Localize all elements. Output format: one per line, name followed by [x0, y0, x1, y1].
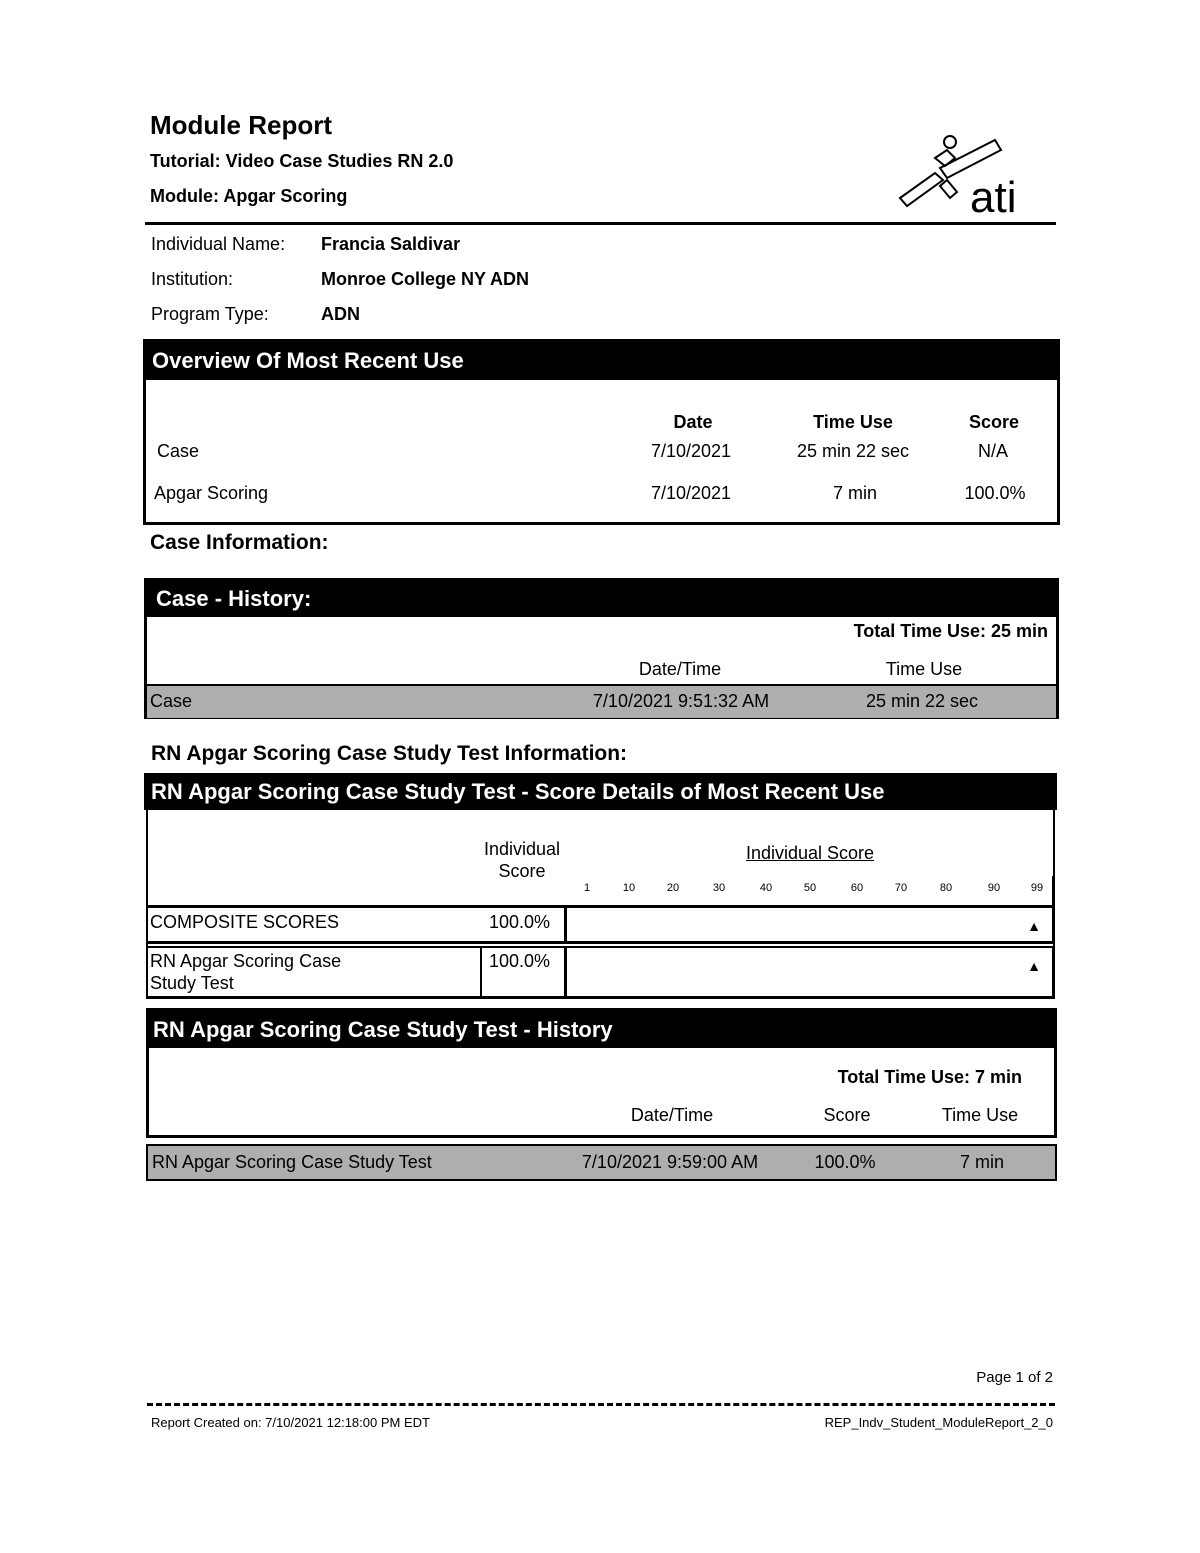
- test-row-score: 100.0%: [489, 951, 551, 971]
- composite-bar-cell: [564, 906, 1055, 943]
- test-history-box: [146, 1008, 1057, 1138]
- scale-tick: 50: [803, 882, 817, 894]
- institution-value: Monroe College NY ADN: [321, 269, 530, 289]
- test-info-heading: RN Apgar Scoring Case Study Test Information:: [151, 742, 628, 765]
- table-row: [146, 1144, 1057, 1181]
- case-total-time: Total Time Use: 25 min: [853, 621, 1048, 641]
- overview-col-time: Time Use: [813, 412, 893, 432]
- composite-label: COMPOSITE SCORES: [150, 912, 340, 932]
- overview-row-name: Case: [157, 441, 200, 461]
- col-individual-score: Individual: [483, 839, 561, 859]
- program-label: Program Type:: [151, 304, 269, 324]
- row-divider: [146, 941, 1055, 944]
- header-divider: [145, 222, 1056, 225]
- module-name: Module: Apgar Scoring: [150, 186, 348, 206]
- score-details-title: RN Apgar Scoring Case Study Test - Score Details of Most Recent Use: [144, 773, 1057, 810]
- page-title: Module Report: [150, 110, 332, 140]
- scale-tick: 80: [939, 882, 953, 894]
- test-history-row-name: RN Apgar Scoring Case Study Test: [152, 1152, 432, 1172]
- test-bar-cell: [564, 946, 1055, 998]
- scale-tick: 10: [622, 882, 636, 894]
- case-row-name: Case: [150, 691, 193, 711]
- scale-tick: 90: [987, 882, 1001, 894]
- page-number: Page 1 of 2: [976, 1369, 1053, 1386]
- scale-end-mark: [1052, 876, 1055, 906]
- program-value: ADN: [321, 304, 360, 324]
- scale-tick: 99: [1030, 882, 1044, 894]
- composite-score: 100.0%: [489, 912, 551, 932]
- report-id: REP_Indv_Student_ModuleReport_2_0: [824, 1415, 1053, 1430]
- case-row-datetime: 7/10/2021 9:51:32 AM: [592, 691, 770, 711]
- test-history-row-time: 7 min: [959, 1152, 1005, 1172]
- percentile-marker: ▲: [1027, 918, 1041, 934]
- test-history-row-datetime: 7/10/2021 9:59:00 AM: [581, 1152, 759, 1172]
- test-row-label: RN Apgar Scoring Case: [150, 951, 342, 971]
- overview-row-score: N/A: [977, 441, 1009, 461]
- test-row-label: Study Test: [150, 973, 234, 993]
- case-info-heading: Case Information:: [150, 531, 329, 554]
- table-row: [147, 684, 1056, 718]
- footer-divider: [147, 1403, 1055, 1406]
- scale-tick: 20: [666, 882, 680, 894]
- overview-row-time: 25 min 22 sec: [796, 441, 910, 461]
- test-col-score: Score: [823, 1105, 871, 1125]
- percentile-marker: ▲: [1027, 958, 1041, 974]
- institution-label: Institution:: [151, 269, 234, 289]
- overview-col-date: Date: [673, 412, 713, 432]
- case-history-title: Case - History:: [147, 581, 1056, 617]
- test-col-timeuse: Time Use: [941, 1105, 1019, 1125]
- overview-row-date: 7/10/2021: [650, 441, 732, 461]
- col-individual-score: Score: [498, 861, 546, 881]
- overview-row-score: 100.0%: [964, 483, 1026, 503]
- case-col-datetime: Date/Time: [638, 659, 722, 679]
- logo-text: ati: [970, 173, 1017, 218]
- ati-logo: [895, 128, 1045, 218]
- row-divider: [146, 996, 1055, 999]
- scale-tick: 40: [759, 882, 773, 894]
- overview-row-time: 7 min: [832, 483, 878, 503]
- overview-box: [143, 339, 1060, 525]
- scale-tick: 70: [894, 882, 908, 894]
- test-total-time: Total Time Use: 7 min: [837, 1067, 1022, 1087]
- case-col-timeuse: Time Use: [885, 659, 963, 679]
- case-row-time: 25 min 22 sec: [865, 691, 979, 711]
- report-created: Report Created on: 7/10/2021 12:18:00 PM EDT: [151, 1415, 430, 1430]
- overview-col-score: Score: [968, 412, 1020, 432]
- scale-tick: 1: [583, 882, 591, 894]
- name-value: Francia Saldivar: [321, 234, 461, 254]
- scale-title: Individual Score: [745, 843, 875, 863]
- scale-tick: 30: [712, 882, 726, 894]
- scale-tick: 60: [850, 882, 864, 894]
- name-label: Individual Name:: [151, 234, 286, 254]
- tutorial-name: Tutorial: Video Case Studies RN 2.0: [150, 151, 454, 171]
- test-history-title: RN Apgar Scoring Case Study Test - History: [149, 1011, 1054, 1048]
- overview-row-date: 7/10/2021: [650, 483, 732, 503]
- overview-title: Overview Of Most Recent Use: [146, 342, 1057, 380]
- case-history-box: [144, 578, 1059, 719]
- test-history-row-score: 100.0%: [814, 1152, 876, 1172]
- overview-row-name: Apgar Scoring: [154, 483, 269, 503]
- col-divider: [480, 946, 482, 998]
- test-col-datetime: Date/Time: [630, 1105, 714, 1125]
